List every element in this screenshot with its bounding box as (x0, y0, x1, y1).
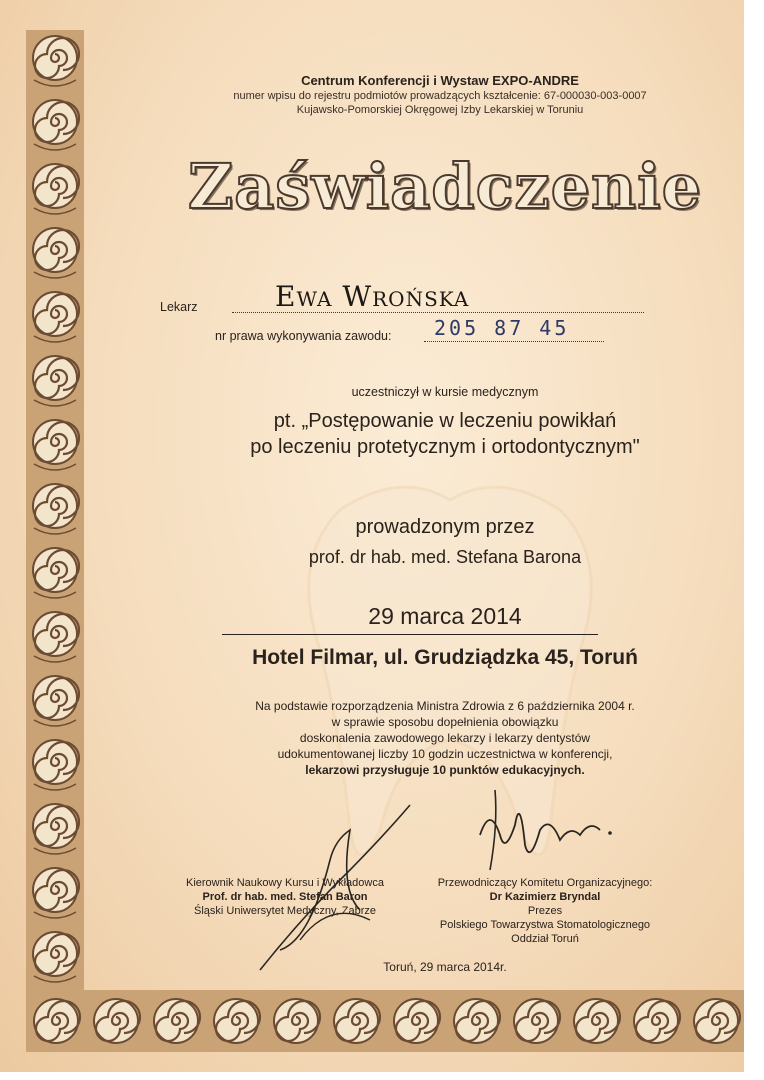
license-number: 205 87 45 (434, 316, 570, 340)
legal-line-3: doskonalenia zawodowego lekarzy i lekarzy dentystów (299, 731, 591, 745)
left-signatory-name: Prof. dr hab. med. Stefan Baron (202, 891, 368, 903)
right-signatory-title: Prezes (527, 905, 563, 917)
recipient-name-rule (232, 312, 644, 313)
legal-line-2: w sprawie sposobu dopełnienia obowiązku (331, 715, 559, 729)
lecturer-name: prof. dr hab. med. Stefana Barona (308, 547, 582, 567)
left-signatory-role: Kierownik Naukowy Kursu i Wykładowca (186, 877, 384, 889)
recipient-label: Lekarz (160, 300, 198, 314)
legal-line-1: Na podstawie rozporządzenia Ministra Zdrowia z 6 października 2004 r. (255, 699, 635, 713)
recipient-name: Ewa Wrońska (275, 280, 470, 313)
course-date: 29 marca 2014 (368, 603, 522, 629)
course-title-line-1: pt. „Postępowanie w leczeniu powikłań (273, 410, 617, 432)
left-ornament-border (26, 30, 84, 990)
right-signatory-name: Dr Kazimierz Bryndal (489, 891, 601, 903)
place-and-date: Toruń, 29 marca 2014r. (383, 960, 507, 974)
bottom-ornament-border (26, 990, 744, 1052)
course-location: Hotel Filmar, ul. Grudziądzka 45, Toruń (252, 646, 638, 669)
right-signature-drawing (470, 785, 620, 875)
right-signatory-org-line-2: Oddział Toruń (511, 933, 579, 945)
license-number-rule (424, 341, 604, 342)
date-underline (222, 634, 598, 635)
participation-text: uczestniczył w kursie medycznym (351, 385, 539, 399)
led-by-text: prowadzonym przez (355, 516, 535, 538)
legal-points-line: lekarzowi przysługuje 10 punktów edukacyjnych. (305, 763, 585, 777)
right-signatory-org-line-1: Polskiego Towarzystwa Stomatologicznego (439, 919, 651, 931)
left-signature-block (160, 876, 410, 918)
organizer-registry-line: numer wpisu do rejestru podmiotów prowadzących kształcenie: 67-000030-003-0007 (233, 90, 647, 102)
organizer-name: Centrum Konferencji i Wystaw EXPO-ANDRE (301, 73, 579, 88)
left-signatory-affiliation: Śląski Uniwersytet Medyczny, Zabrze (194, 905, 376, 917)
certificate-title: Zaświadczenie (187, 150, 703, 223)
organizer-chamber-line: Kujawsko-Pomorskiej Okręgowej Izby Lekarskiej w Toruniu (296, 104, 584, 116)
right-signatory-role: Przewodniczący Komitetu Organizacyjnego: (437, 877, 653, 889)
organizer-header (150, 73, 730, 117)
course-title-line-2: po leczeniu protetycznym i ortodontycznym" (250, 436, 640, 458)
right-signature-block (420, 876, 670, 946)
license-label: nr prawa wykonywania zawodu: (215, 329, 392, 343)
legal-basis (150, 698, 740, 778)
legal-line-4: udokumentowanej liczby 10 godzin uczestnictwa w konferencji, (277, 747, 613, 761)
